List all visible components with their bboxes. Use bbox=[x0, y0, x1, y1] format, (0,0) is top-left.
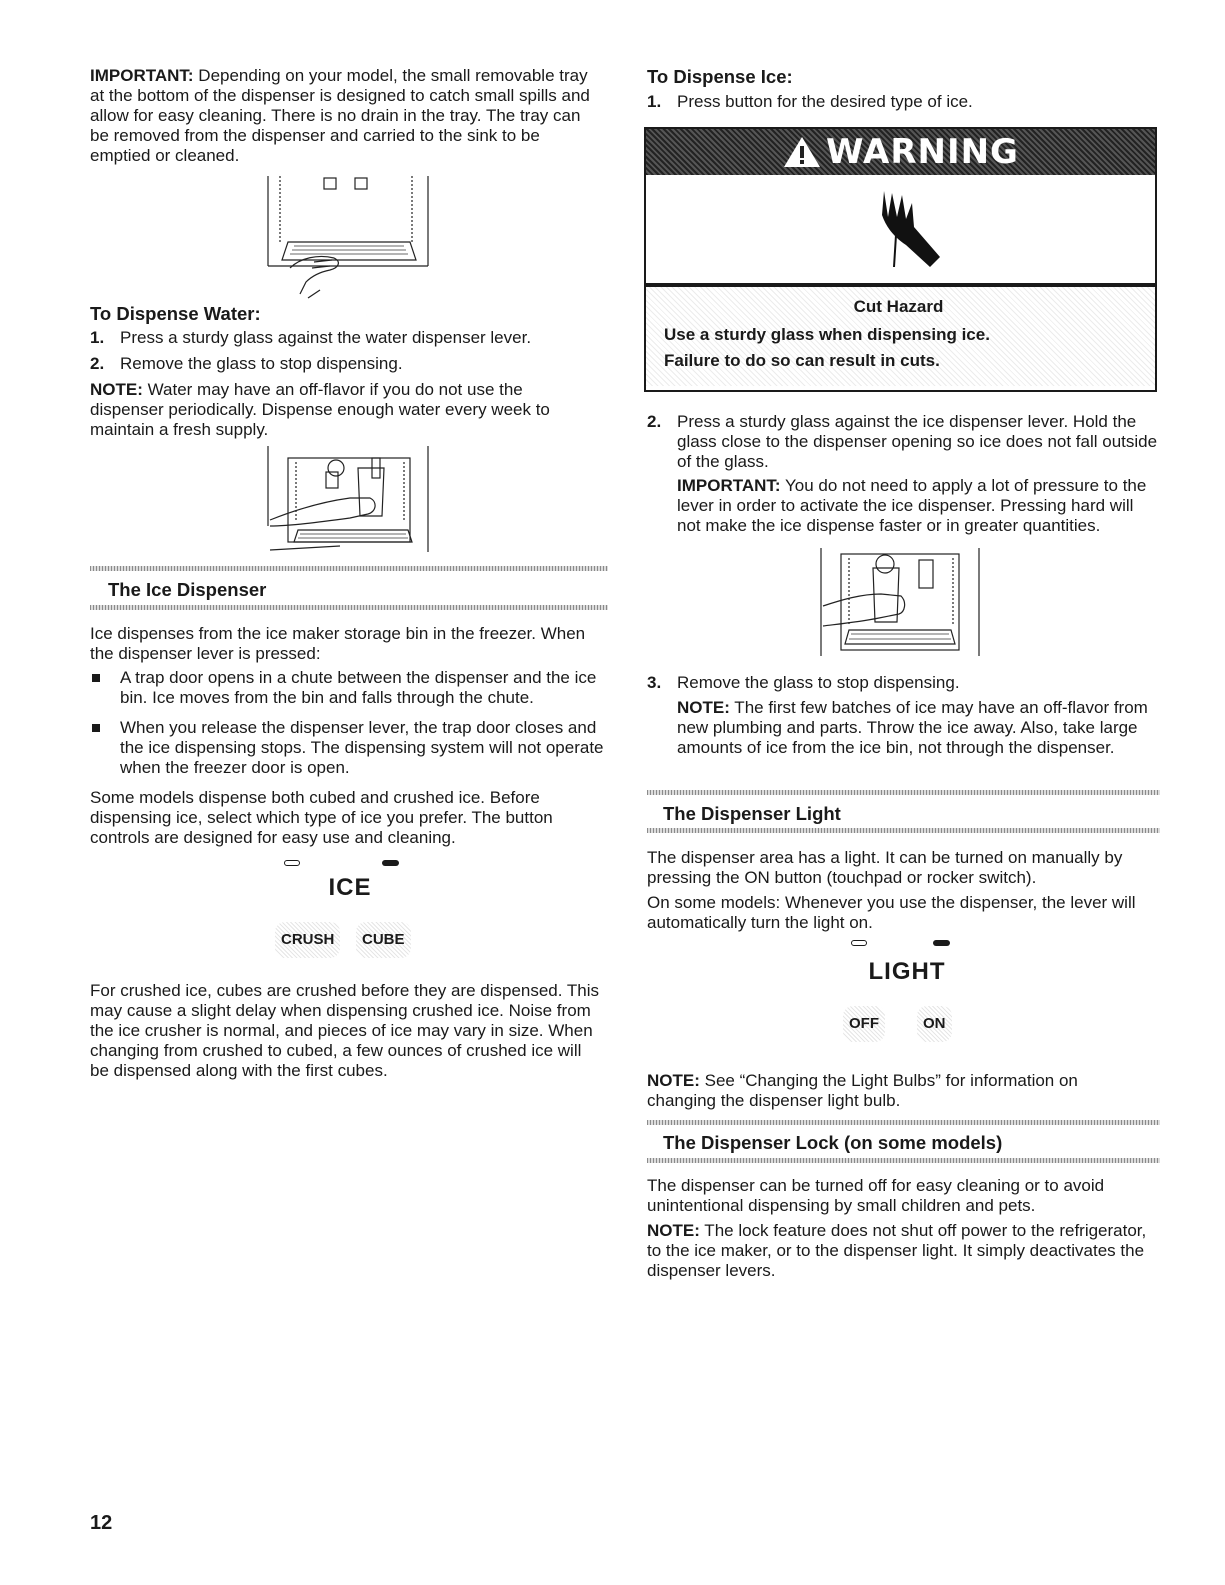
dispenser-lock-heading: The Dispenser Lock (on some models) bbox=[663, 1132, 1003, 1153]
lock-note bbox=[647, 1221, 1152, 1281]
note-lead: NOTE: bbox=[677, 698, 730, 717]
step-number: 1. bbox=[90, 328, 105, 347]
water-step-1 bbox=[90, 328, 610, 348]
important-lead: IMPORTANT: bbox=[677, 476, 781, 495]
cube-button[interactable]: CUBE bbox=[356, 922, 411, 958]
step-text: Remove the glass to stop dispensing. bbox=[677, 673, 960, 692]
intro-paragraph bbox=[90, 66, 595, 166]
section-rule bbox=[647, 790, 1160, 795]
dispense-ice-heading: To Dispense Ice: bbox=[647, 66, 793, 87]
water-dispenser-illustration bbox=[260, 442, 440, 554]
ice-control-panel bbox=[270, 856, 430, 962]
light-off-button[interactable]: OFF bbox=[843, 1006, 885, 1042]
step-number: 1. bbox=[647, 92, 662, 111]
intro-lead: IMPORTANT: bbox=[90, 66, 194, 85]
section-rule bbox=[647, 1158, 1160, 1163]
off-indicator bbox=[851, 940, 867, 946]
light-note bbox=[647, 1071, 1137, 1111]
ice-step-1 bbox=[647, 92, 1167, 112]
ice-dispenser-heading: The Ice Dispenser bbox=[108, 579, 267, 600]
warning-line-1: Use a sturdy glass when dispensing ice. bbox=[664, 325, 990, 344]
ice-para2: Some models dispense both cubed and crushed ice. Before dispensing ice, select which type of ice you prefer. The button controls are designed for easy use and cleaning. bbox=[90, 788, 553, 847]
step-number: 2. bbox=[647, 412, 662, 431]
note-text: Water may have an off-flavor if you do not use the dispenser periodically. Dispense enough water every week to maintain a fresh supply. bbox=[90, 380, 550, 439]
page-number: 12 bbox=[90, 1512, 113, 1534]
section-rule bbox=[647, 828, 1160, 833]
crush-indicator bbox=[284, 860, 300, 866]
ice-step-3 bbox=[647, 673, 1167, 693]
hazard-title: Cut Hazard bbox=[853, 297, 944, 316]
water-step-2 bbox=[90, 354, 610, 374]
light-p2: On some models: Whenever you use the dispenser, the lever will automatically turn the light on. bbox=[647, 893, 1136, 932]
warning-header bbox=[646, 129, 1155, 175]
ice-step-2 bbox=[647, 412, 1167, 472]
step-text: Press a sturdy glass against the water dispenser lever. bbox=[120, 328, 532, 347]
light-panel-title: LIGHT bbox=[868, 958, 946, 985]
bullet-square bbox=[92, 674, 100, 682]
tray-illustration bbox=[260, 172, 440, 300]
cut-hazard-panel bbox=[646, 175, 1155, 285]
ice-bullet-2 bbox=[90, 718, 610, 778]
step-text: Remove the glass to stop dispensing. bbox=[120, 354, 403, 373]
section-rule bbox=[647, 1120, 1160, 1125]
section-rule bbox=[90, 605, 608, 610]
warning-title: WARNING bbox=[826, 132, 1019, 172]
crush-button[interactable]: CRUSH bbox=[275, 922, 340, 958]
note-text: The lock feature does not shut off power to the refrigerator, to the ice maker, or to the dispenser light. It simply deactivates the dispenser levers. bbox=[647, 1221, 1147, 1280]
warning-line-2: Failure to do so can result in cuts. bbox=[664, 351, 940, 370]
bullet-square bbox=[92, 724, 100, 732]
bullet-text: A trap door opens in a chute between the dispenser and the ice bin. Ice moves from the bin and falls through the chute. bbox=[120, 668, 597, 707]
dispenser-light-heading: The Dispenser Light bbox=[663, 803, 841, 824]
light-control-panel bbox=[837, 936, 977, 1046]
ice-important bbox=[677, 476, 1157, 536]
alert-triangle-icon bbox=[782, 135, 822, 169]
note-lead: NOTE: bbox=[647, 1071, 700, 1090]
warning-box bbox=[644, 127, 1157, 392]
section-rule bbox=[90, 566, 608, 571]
bullet-text: When you release the dispenser lever, the trap door closes and the ice dispensing stops. The dispensing system will not operate when the freezer door is open. bbox=[120, 718, 604, 777]
lock-p1: The dispenser can be turned off for easy cleaning or to avoid unintentional dispensing by small children and pets. bbox=[647, 1176, 1105, 1215]
water-note bbox=[90, 380, 595, 440]
light-p1: The dispenser area has a light. It can be turned on manually by pressing the ON button (touchpad or rocker switch). bbox=[647, 848, 1123, 887]
step-text: Press button for the desired type of ice. bbox=[677, 92, 973, 111]
ice-intro: Ice dispenses from the ice maker storage bin in the freezer. When the dispenser lever is pressed: bbox=[90, 624, 586, 663]
warning-text-area bbox=[646, 285, 1155, 386]
step-number: 2. bbox=[90, 354, 105, 373]
ice-para3: For crushed ice, cubes are crushed before they are dispensed. This may cause a slight delay when dispensing crushed ice. Noise from the ice crusher is normal, and pieces of ice may vary in size. When changing from crushed to cubed, a few ounces of crushed ice will be dispensed along with the first cubes. bbox=[90, 981, 600, 1080]
ice-bullet-1 bbox=[90, 668, 610, 708]
ice-panel-title: ICE bbox=[328, 874, 372, 901]
note-lead: NOTE: bbox=[90, 380, 143, 399]
important-text: You do not need to apply a lot of pressure to the lever in order to activate the ice dispenser. Pressing hard will not make the ice dispense faster or in greater quantities. bbox=[677, 476, 1147, 535]
cut-hand-icon bbox=[870, 187, 950, 271]
ice-dispenser-illustration bbox=[815, 544, 985, 660]
note-text: The first few batches of ice may have an off-flavor from new plumbing and parts. Throw the ice away. Also, take large amounts of ice from the ice bin, not through the dispenser. bbox=[677, 698, 1148, 757]
light-on-button[interactable]: ON bbox=[917, 1006, 952, 1042]
step-number: 3. bbox=[647, 673, 662, 692]
dispense-water-heading: To Dispense Water: bbox=[90, 303, 261, 324]
note-text: See “Changing the Light Bulbs” for information on changing the dispenser light bulb. bbox=[647, 1071, 1078, 1110]
intro-text: Depending on your model, the small removable tray at the bottom of the dispenser is designed to catch small spills and allow for easy cleaning. There is no drain in the tray. The tray can be removed from the dispenser and carried to the sink to be emptied or cleaned. bbox=[90, 66, 590, 165]
step-text: Press a sturdy glass against the ice dispenser lever. Hold the glass close to the dispenser opening so ice does not fall outside of the glass. bbox=[677, 412, 1158, 471]
cube-indicator bbox=[382, 860, 399, 866]
ice-step-3-note bbox=[677, 698, 1165, 758]
on-indicator bbox=[933, 940, 950, 946]
note-lead: NOTE: bbox=[647, 1221, 700, 1240]
